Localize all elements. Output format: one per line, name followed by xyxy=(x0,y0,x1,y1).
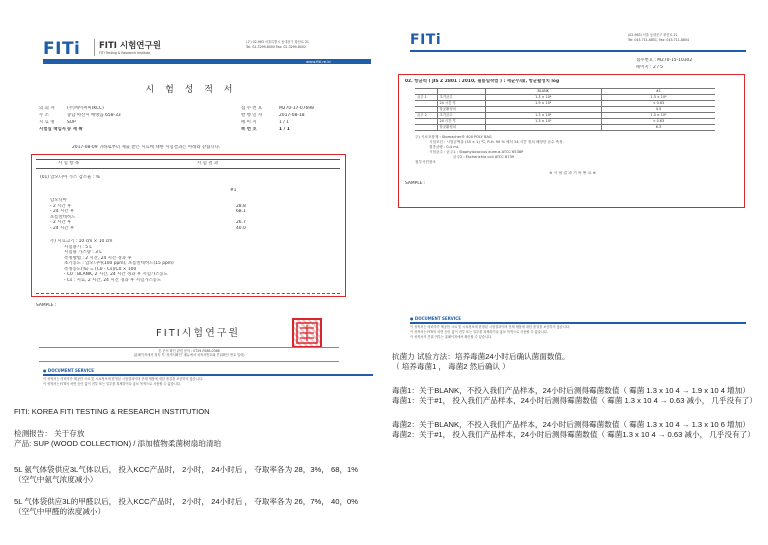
result-label: 포름알데히드 xyxy=(50,214,76,220)
note-line: - Cs : 시료, 2 시간, 24 시간 경과 후 시험가스농도 xyxy=(64,277,162,283)
blank-cell: 1.3 × 10⁶ xyxy=(485,119,601,125)
service-bar xyxy=(43,374,373,376)
table-header-result: 시 험 결 과 xyxy=(197,161,219,166)
seal-stamp-icon xyxy=(294,320,320,346)
annotation-line: 毒菌1：关于BLANK，不投入我们产品样本，24小时后测得霉菌数值（ 霉菌 1.3 x 10 4 → 1.9 x 10 4 增加） xyxy=(392,386,750,395)
report-title: 시 험 성 적 서 xyxy=(145,85,237,95)
right-annotations xyxy=(392,352,764,440)
note-line: 주) 시료포장재 : Stomacher® 400 POLY BAG xyxy=(415,135,492,139)
document-service-title-right: ● DOCUMENT SERVICE xyxy=(410,316,461,321)
info-row xyxy=(39,120,369,127)
fiti-logo-right xyxy=(410,32,441,48)
result-list xyxy=(50,198,310,231)
info-value: 1 / 1 xyxy=(279,120,289,125)
note-line: 균주2 : Escherichia coli ATCC 8739 xyxy=(453,155,515,159)
result-label: - 24 시간 후 xyxy=(50,209,75,214)
note-line: 시험용 가스량 : 3 L xyxy=(64,250,102,255)
note-line: 첨부사진참조 xyxy=(415,160,436,164)
info-label: 시험실 책임자 xyxy=(39,127,66,132)
info-label: 시 료 명 xyxy=(39,120,55,125)
result-label: - 2 시간 후 xyxy=(50,203,72,209)
info-value: 송 재 확 xyxy=(67,127,83,132)
footer-box xyxy=(39,347,339,362)
info-block xyxy=(39,106,369,134)
table-header-item: 시 험 항 목 xyxy=(58,161,80,166)
footer-line-1: 본 문서 확인 관련 문의 : 0729-F086-0386 xyxy=(158,349,220,353)
result-value: 40.0 xyxy=(236,225,246,231)
info-value: 2017-08-18 xyxy=(279,113,305,118)
annotation-line: 抗菌力 试验方法：培养毒菌24小时后确认菌面数值。 xyxy=(392,352,570,361)
note-line: 시험균주 : 균주1 : Staphylococcus aureus ATCC 6538P xyxy=(429,150,524,154)
service-line: 이 성적서는 FITI의 서면 승인 없이 전부 또는 일부를 복제하거나 홍보 목적으로 사용할 수 없습니다. xyxy=(43,382,181,386)
annotation-line: FITI: KOREA FITI TESTING & RESEARCH INSTITUTION xyxy=(14,407,210,416)
logo-text: FITi xyxy=(43,39,81,59)
info-label: 주 소 xyxy=(39,113,49,118)
sample-label: SAMPLE : xyxy=(36,303,57,308)
left-address-1: (우) 02-963 서울특별시 동대문구 왕산로 21 xyxy=(246,40,309,44)
results-highlight-box xyxy=(31,154,346,297)
result-line xyxy=(50,226,310,232)
note-line: 측정농도(%) = (C0 - Cs)/C0 × 100 xyxy=(64,266,137,272)
annotation-line: 5L 气体袋供应3L的甲醛以后， 投入KCC产品时， 2小时， 24小时后 ， 夺取率各为 26，7%， 40，0% xyxy=(14,497,359,506)
annotation-line: 5L 氨气体袋供应3L气体以后， 投入KCC产品时， 2小时， 24小时后 ， 夺取率各为 28，3%， 68，1% xyxy=(14,465,359,474)
note-line: 접종균량 : 0.4 mL xyxy=(429,145,459,149)
blank-cell: 1.3 × 10⁴ xyxy=(485,113,601,119)
annotation-line: （空气中氨气浓度减小） xyxy=(14,475,98,484)
item-cell: 항균활성치 xyxy=(437,125,485,131)
document-service-title: ● DOCUMENT SERVICE xyxy=(43,368,94,373)
note-line: 측정방법 : 2 시간, 24 시간 경과 후 xyxy=(64,255,132,261)
item-cell: 24 시간 후 xyxy=(437,101,485,107)
page-number xyxy=(636,65,663,70)
annotation-line: 毒菌2：关于#1， 投入我们产品样本，24小时后测得霉菌数值（ 霉菌1.3 x 10 4 → 0.63 减小， 几乎没有了） xyxy=(392,430,755,439)
item-cell: 항균활성치 xyxy=(437,107,485,113)
info-row xyxy=(39,127,369,134)
logo-text: FITi xyxy=(410,32,442,48)
info-label: 쪽 번 호 xyxy=(241,127,257,132)
info-label: 발 행 일 자 xyxy=(241,113,263,118)
footer-company: FITI시험연구원 xyxy=(156,328,241,339)
blank-col-header: BLANK xyxy=(485,89,601,95)
sample-cell: < 0.63 xyxy=(601,101,715,107)
page-label: 페이지 : xyxy=(636,65,652,70)
note-line: 시험조건 : 시험균액을 (35 ± 1) ℃, R.H. 90 % 에서 24 시간 정치 배양한 균수 측정. xyxy=(429,140,564,144)
intro-text: 2017-08-09 귀하로부터 제출 받은 시료에 대한 시험결과는 아래와 같습니다. xyxy=(72,145,221,150)
official-seal xyxy=(292,318,322,348)
result-value: 28.8 xyxy=(236,203,246,209)
antibacterial-table xyxy=(415,88,715,131)
table-header-rule xyxy=(36,168,340,169)
note-line: 주) 시료크기 : 10 cm × 10 cm xyxy=(50,239,113,244)
dashed-rule xyxy=(36,293,340,294)
antibacterial-highlight-box xyxy=(398,74,745,208)
sample-cell: 1.3 × 10⁴ xyxy=(601,113,715,119)
note-line: 시험용기 : 5 L xyxy=(64,244,92,250)
info-row xyxy=(39,113,369,120)
website-label: www.fiti.re.kr xyxy=(306,59,332,64)
annotation-line: 检测报告： 关于存放 xyxy=(14,429,85,438)
result-label: - 24 시간 후 xyxy=(50,225,75,231)
test-notes xyxy=(50,239,340,283)
info-label: 의 뢰 자 xyxy=(39,106,55,111)
service-title-text: DOCUMENT SERVICE xyxy=(414,316,461,321)
blank-cell: 1.9 × 10⁴ xyxy=(485,101,601,107)
annotation-line: 毒菌1：关于#1， 投入我们产品样本，24小时后测得霉菌数值（ 霉菌 1.3 x 10 4 → 0.63 减小， 几乎没有了） xyxy=(392,396,757,405)
result-label: 암모니아 xyxy=(50,198,67,203)
report-number xyxy=(636,58,692,63)
antibacterial-notes xyxy=(415,135,735,165)
result-label: - 2 시간 후 xyxy=(50,220,72,225)
table-top-rule xyxy=(36,159,340,160)
info-value: 충남 아산시 배방읍 658-33 xyxy=(67,113,121,118)
result-value: 68.1 xyxy=(236,209,246,214)
info-value: M270-17-07698 xyxy=(279,106,314,111)
annotation-line: 产品: SUP (WOOD COLLECTION) / 添加植物柔菌树扇珀清珀 xyxy=(14,439,222,448)
antibacterial-section-title: 02. 항균력 ( JIS Z 2801 : 2010, 필름밀착법 ) : 세균수/㎠, 항균활성치 log xyxy=(405,79,560,84)
service-bar-right xyxy=(410,322,746,324)
right-address-1: (02-963) 서울 동대문구 왕산로 21 xyxy=(628,33,678,37)
sample-col-header: #1 xyxy=(601,89,715,95)
service-line: 이 성적서는 FITI의 서면 승인 없이 전부 또는 일부를 복제하거나 홍보 목적으로 사용할 수 없습니다. xyxy=(410,330,548,334)
left-annotations xyxy=(14,407,384,517)
service-line: 이 성적서의 진위 여부는 홈페이지에서 확인할 수 있습니다. xyxy=(410,335,493,339)
item-cell: 초기균수 xyxy=(437,95,485,101)
annotation-line: （空气中甲醛的浓度减小） xyxy=(14,507,106,516)
service-line: 이 성적서는 의뢰자가 제공한 시료 및 시료정보에 한정된 시험결과이며 전체 제품에 대한 품질을 보증하지 않습니다. xyxy=(410,325,570,329)
company-en-name: FITI Testing & Research Institute xyxy=(99,51,151,55)
table-row xyxy=(415,125,715,131)
strain-cell: 균주 1 xyxy=(415,95,437,101)
header-blue-bar-right xyxy=(410,50,746,52)
report-no-label: 접수번호 : xyxy=(636,58,656,63)
annotation-line: 毒菌2：关于BLANK，不投入我们产品样本，24小时后测得霉菌数值（ 霉菌 1.3 x 10 4 → 1.3 x 10 6 增加） xyxy=(392,420,750,429)
company-kr-name: FITI 시험연구원 xyxy=(99,41,161,51)
left-report-page xyxy=(6,6,376,403)
info-label: 접 수 번 호 xyxy=(241,106,263,111)
left-address-2: Tel: 02-3299-8000 Fax: 02-3299-8002 xyxy=(246,45,306,49)
item-cell: 24 시간 후 xyxy=(437,119,485,125)
logo-divider xyxy=(94,39,95,56)
sample-cell: 1.3 × 10⁴ xyxy=(601,95,715,101)
right-report-page xyxy=(390,6,762,346)
completion-note: ※ 시 험 결 과 기 록 완 료 ※ xyxy=(549,171,596,175)
result-value: 26.7 xyxy=(236,220,246,225)
sample-cell: 4.5 xyxy=(601,107,715,113)
item-cell: 초기균수 xyxy=(437,113,485,119)
report-no-value: M270-15-10302 xyxy=(657,58,693,63)
info-value: SUP xyxy=(67,120,76,125)
sample-label-right: SAMPLE : xyxy=(405,181,426,186)
page-value: 2 / 5 xyxy=(653,65,663,70)
info-value: 1 / 1 xyxy=(279,127,290,132)
info-value: (주)케이씨씨(KCC) xyxy=(67,106,104,111)
right-address-2: Tel: 043-711-8851, Fax: 043-711-8804 xyxy=(628,38,689,42)
blank-cell: 1.3 × 10⁴ xyxy=(485,95,601,101)
annotation-line: （ 培养毒菌1 ， 毒菌2 然后确认 ） xyxy=(392,362,510,371)
strain-cell xyxy=(415,125,437,131)
strain-cell: 균주 2 xyxy=(415,113,437,119)
service-line: 이 성적서는 의뢰자가 제공한 시료 및 시료정보에 한정된 시험결과이며 전체 제품에 대한 품질을 보증하지 않습니다. xyxy=(43,377,203,381)
info-label: 페 이 지 xyxy=(241,120,257,125)
note-line: - C0 : BLANK, 2 시간, 24 시간 경과 후 시험가스농도 xyxy=(64,272,168,277)
sample-column-head: #1 xyxy=(230,188,237,193)
fiti-logo xyxy=(43,39,80,59)
sample-cell: < 0.63 xyxy=(601,119,715,125)
info-row xyxy=(39,106,369,113)
note-line: 초기농도 : 암모니아(100 ppm), 포름알데히드(15 ppm) xyxy=(64,261,174,266)
service-title-text: DOCUMENT SERVICE xyxy=(47,368,94,373)
footer-line-2: (홈페이지에서 접속 후 '성적서확인' 메뉴에서 성적서번호와 진위확인 번호 입력) xyxy=(133,353,245,357)
sample-cell: 6.3 xyxy=(601,125,715,131)
blank-cell xyxy=(485,125,601,131)
section-title: (01) 암모니아 가스 감소율 : % xyxy=(40,175,100,180)
